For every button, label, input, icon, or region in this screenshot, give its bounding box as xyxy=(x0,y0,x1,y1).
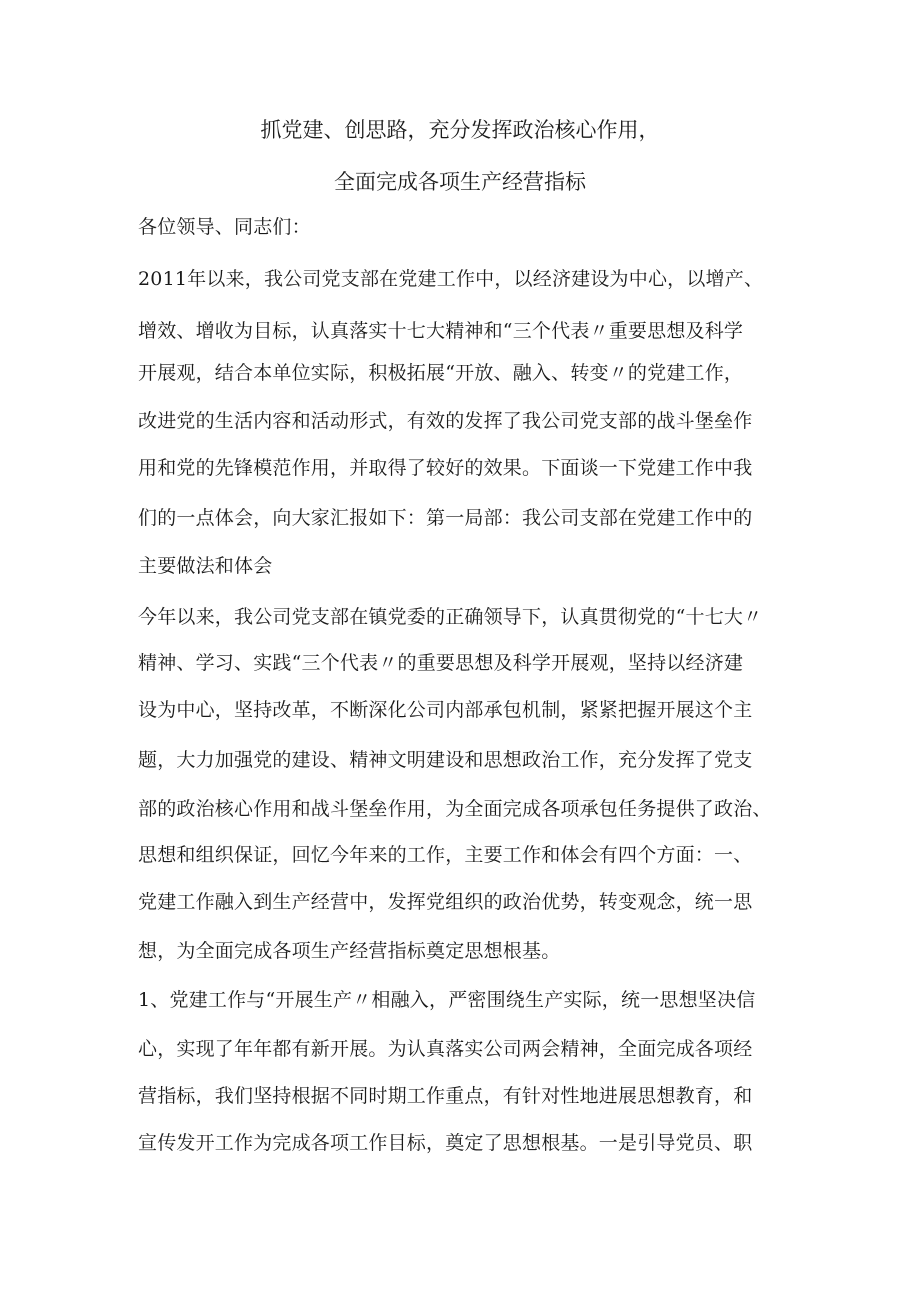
body-line: 开展观，结合本单位实际，积极拓展“开放、融入、转变〃的党建工作， xyxy=(138,362,744,384)
body-line: 思想和组织保证，回忆今年来的工作，主要工作和体会有四个方面：一、 xyxy=(138,844,753,866)
body-line: 党建工作融入到生产经营中，发挥党组织的政治优势，转变观念，统一思 xyxy=(138,891,753,913)
body-line: 想，为全面完成各项生产经营指标奠定思想根基。 xyxy=(138,940,561,962)
body-line: 1、党建工作与“开展生产〃相融入，严密围绕生产实际，统一思想坚决信 xyxy=(138,989,756,1011)
body-line: 改进党的生活内容和活动形式，有效的发挥了我公司党支部的战斗堡垒作 xyxy=(138,410,753,432)
body-line: 2011年以来，我公司党支部在党建工作中，以经济建设为中心，以增产、 xyxy=(138,268,764,290)
body-line: 题，大力加强党的建设、精神文明建设和思想政治工作，充分发挥了党支 xyxy=(138,749,753,771)
body-line: 增效、增收为目标，认真落实十七大精神和“三个代表〃重要思想及科学 xyxy=(138,320,744,342)
body-line: 精神、学习、实践“三个代表〃的重要思想及科学开展观，坚持以经济建 xyxy=(138,652,744,674)
body-line: 们的一点体会，向大家汇报如下：第一局部：我公司支部在党建工作中的 xyxy=(138,507,753,529)
body-line: 今年以来，我公司党支部在镇党委的正确领导下，认真贯彻党的“十七大〃 xyxy=(138,606,763,628)
body-line: 设为中心，坚持改革，不断深化公司内部承包机制，紧紧把握开展这个主 xyxy=(138,699,753,721)
document-title-line-2: 全面完成各项生产经营指标 xyxy=(334,170,586,194)
body-line: 营指标，我们坚持根据不同时期工作重点，有针对性地进展思想教育，和 xyxy=(138,1085,753,1107)
salutation: 各位领导、同志们： xyxy=(138,216,311,238)
body-line: 部的政治核心作用和战斗堡垒作用，为全面完成各项承包任务提供了政治、 xyxy=(138,798,772,820)
body-line: 用和党的先锋模范作用，并取得了较好的效果。下面谈一下党建工作中我 xyxy=(138,457,753,479)
body-line: 宣传发开工作为完成各项工作目标，奠定了思想根基。一是引导党员、职 xyxy=(138,1132,753,1154)
body-line: 主要做法和体会 xyxy=(138,555,273,577)
body-line: 心，实现了年年都有新开展。为认真落实公司两会精神，全面完成各项经 xyxy=(138,1038,753,1060)
document-title-line-1: 抓党建、创思路，充分发挥政治核心作用， xyxy=(260,118,660,142)
